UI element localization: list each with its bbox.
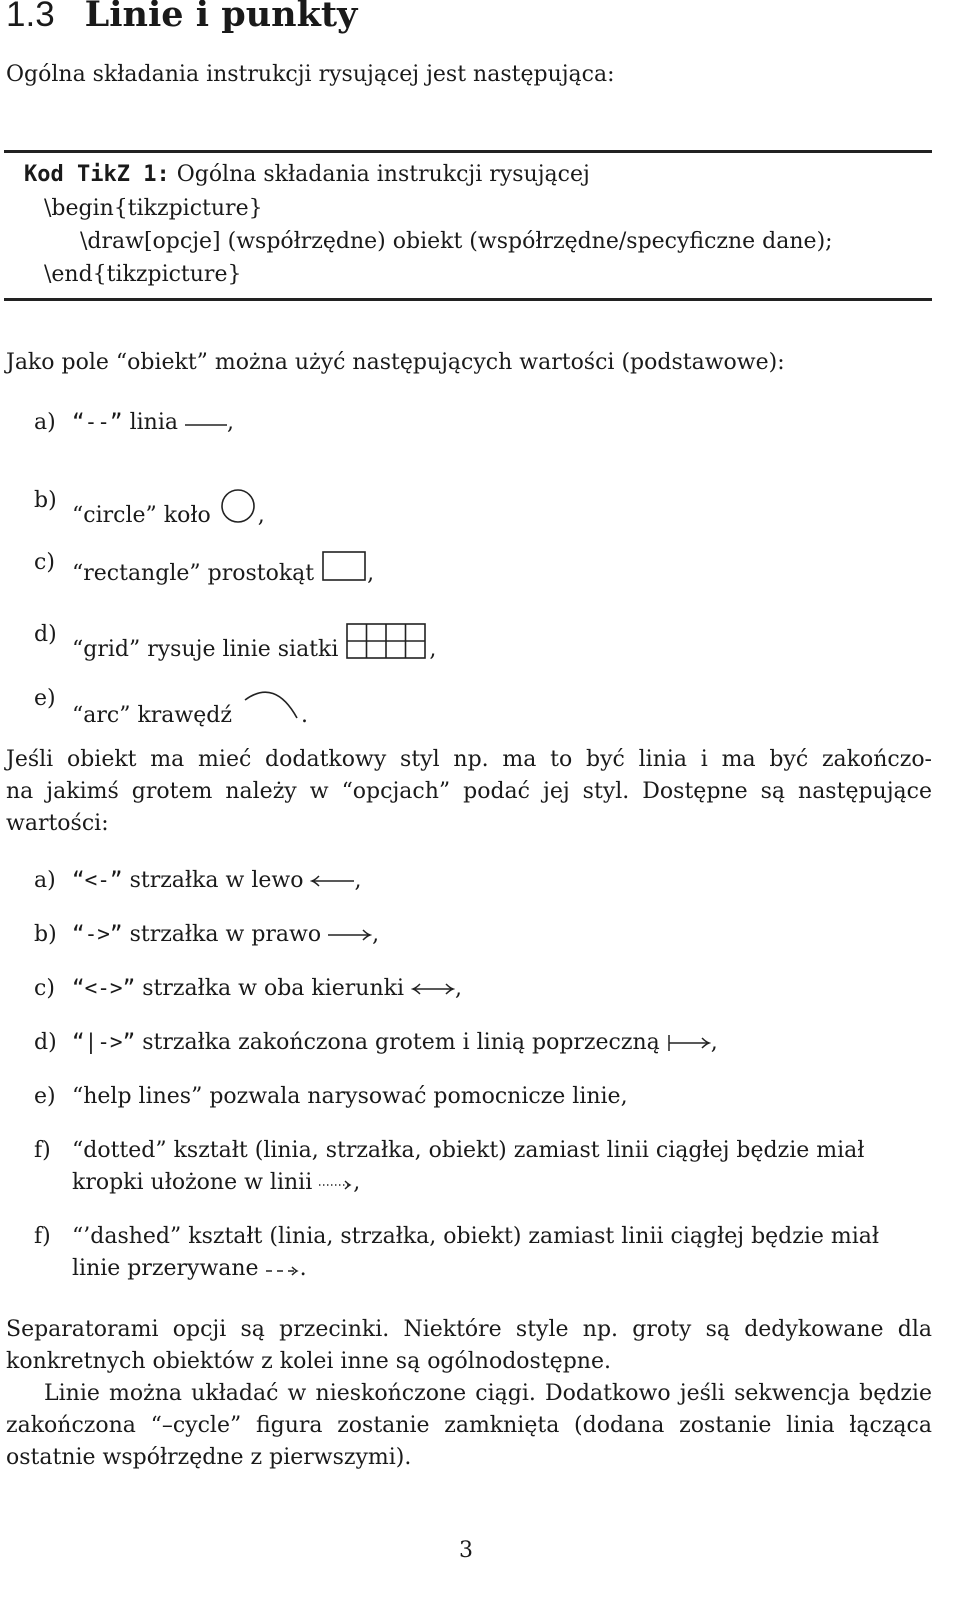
separators-paragraph: Separatorami opcji są przecinki. Niektóre style np. groty są dedykowane dla konkretnych obiektów z kolei inne są ogólnodostępne. (6, 1317, 932, 1374)
item-key: “help lines” (72, 1084, 203, 1109)
item-text-continued: kropki ułożone w linii , (72, 1170, 361, 1195)
item-label: e) (34, 686, 56, 711)
item-text-continued: linie przerywane . (72, 1256, 307, 1281)
item-label: f) (34, 1224, 51, 1249)
item-text: “’dashed” kształt (linia, strzałka, obiekt) zamiast linii ciągłej będzie miał (72, 1224, 880, 1249)
dashed-arrow-icon (266, 1259, 300, 1279)
left-arrow-icon (310, 871, 354, 891)
style-paragraph: Jeśli obiekt ma mieć dodatkowy styl np. ma to być linia i ma być zakończo- na jakimś grotem należy w “opcjach” podać jej styl. Dostępne są następujące wartości: (6, 747, 932, 836)
both-arrow-icon (411, 979, 455, 999)
item-text: “dotted” kształt (linia, strzałka, obiekt) zamiast linii ciągłej będzie miał (72, 1138, 865, 1163)
item-text: “help lines” pozwala narysować pomocnicze linie, (72, 1084, 628, 1109)
item-key: “circle” (72, 503, 157, 528)
item-label: b) (34, 488, 57, 513)
item-label: b) (34, 922, 57, 947)
section-title: Linie i punkty (84, 0, 358, 35)
item-label: a) (34, 868, 56, 893)
item-label: c) (34, 976, 55, 1001)
arc-sample-icon (239, 686, 301, 722)
item-text: “<->” strzałka w oba kierunki , (72, 976, 463, 1001)
item-label: d) (34, 622, 57, 647)
item-text: “grid” rysuje linie siatki , (72, 622, 436, 662)
item-label: a) (34, 410, 56, 435)
item-label: e) (34, 1084, 56, 1109)
item-label: d) (34, 1030, 57, 1055)
grid-sample-icon (345, 622, 429, 662)
code-box-label: Kod TikZ 1: (24, 162, 170, 187)
right-arrow-icon (328, 925, 372, 945)
item-key: “grid” (72, 637, 141, 662)
line-sample-icon (185, 413, 227, 433)
item-text: “|->” strzałka zakończona grotem i linią poprzeczną , (72, 1030, 718, 1055)
item-text: “->” strzałka w prawo , (72, 922, 380, 947)
code-line-2: \draw[opcje] (współrzędne) obiekt (współrzędne/specyficzne dane); (80, 229, 833, 254)
item-text: “rectangle” prostokąt , (72, 550, 374, 586)
item-label: f) (34, 1138, 51, 1163)
item-key: “->” (72, 922, 123, 946)
code-line-3: \end{tikzpicture} (44, 262, 242, 287)
item-text: “<-” strzałka w lewo , (72, 868, 362, 893)
code-box-caption-text: Ogólna składania instrukcji rysującej (169, 162, 590, 187)
item-key: “<->” (72, 976, 136, 1000)
code-box-bottom-rule (4, 298, 932, 301)
page-number: 3 (459, 1538, 473, 1563)
item-text: “circle” koło , (72, 488, 265, 528)
item-key: “|->” (72, 1030, 136, 1054)
intro-text: Ogólna składania instrukcji rysującej jest następująca: (6, 62, 615, 87)
cycle-paragraph: Linie można układać w nieskończone ciągi. Dodatkowo jeśli sekwencja będzie zakończona “–cycle” figura zostanie zamknięta (dodana zostanie linia łącząca ostatnie współrzędne z pierwszymi). (6, 1381, 932, 1470)
circle-sample-icon (218, 488, 258, 528)
code-line-1: \begin{tikzpicture} (44, 196, 263, 221)
item-label: c) (34, 550, 55, 575)
bar-arrow-icon (667, 1032, 711, 1054)
rectangle-sample-icon (321, 550, 367, 584)
code-box-top-rule (4, 150, 932, 153)
item-text: “arc” krawędź . (72, 686, 308, 728)
code-box-caption (24, 162, 590, 187)
item-key: “rectangle” (72, 561, 201, 586)
item-key: “<-” (72, 868, 123, 892)
item-key: “--” (72, 410, 123, 434)
item-key: “arc” (72, 703, 131, 728)
item-text: “--” linia , (72, 410, 234, 435)
objects-intro: Jako pole “obiekt” można użyć następujących wartości (podstawowe): (6, 350, 785, 375)
section-heading (6, 0, 357, 35)
section-number: 1.3 (6, 0, 55, 34)
dotted-arrow-icon (319, 1173, 353, 1193)
